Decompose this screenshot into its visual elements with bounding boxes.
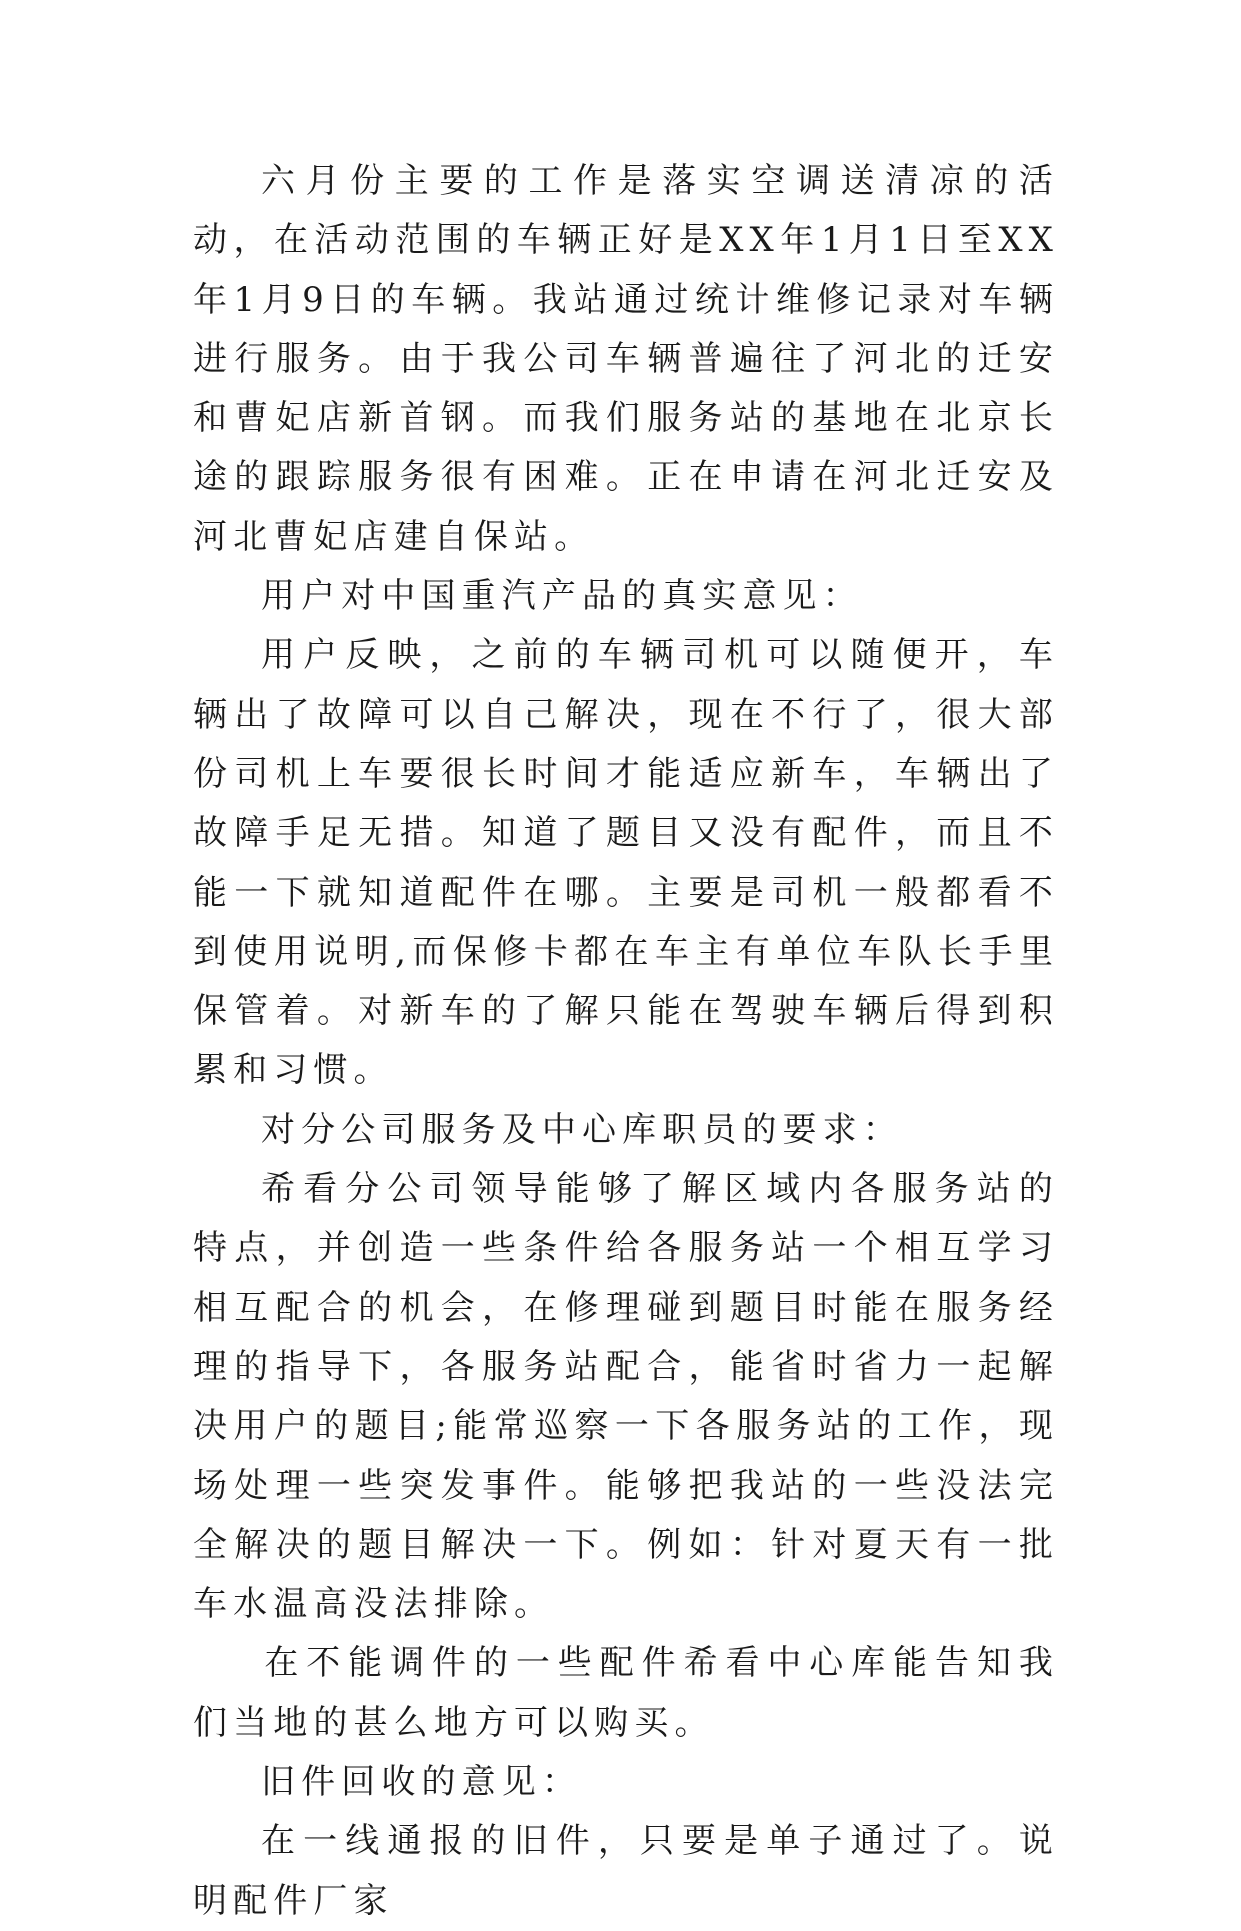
paragraph-user-feedback: 用户反映，之前的车辆司机可以随便开，车辆出了故障可以自己解决，现在不行了，很大部份司机上车要很长时间才能适应新车，车辆出了故障手足无措。知道了题目又没有配件，而且不能一下就知道配件在哪。主要是司机一般都看不到使用说明,而保修卡都在车主有单位车队长手里保管着。对新车的了解只能在驾驶车辆后得到积累和习惯。 [193, 635, 1059, 1091]
document-body [193, 152, 1059, 1931]
heading-old-parts: 旧件回收的意见： [261, 1762, 582, 1803]
heading-user-opinions: 用户对中国重汽产品的真实意见： [261, 576, 863, 617]
heading-requirements: 对分公司服务及中心库职员的要求： [261, 1109, 903, 1150]
paragraph-june-work: 六月份主要的工作是落实空调送清凉的活动，在活动范围的车辆正好是XX年1月1日至XX年1月9日的车辆。我站通过统计维修记录对车辆进行服务。由于我公司车辆普遍往了河北的迁安和曹妃店新首钢。而我们服务站的基地在北京长途的跟踪服务很有困难。正在申请在河北迁安及河北曹妃店建自保站。 [193, 161, 1059, 557]
paragraph-parts-purchase: 在不能调件的一些配件希看中心库能告知我们当地的甚么地方可以购买。 [193, 1643, 1059, 1743]
paragraph-old-parts: 在一线通报的旧件，只要是单子通过了。说明配件厂家 [193, 1821, 1059, 1921]
paragraph-requirements: 希看分公司领导能够了解区域内各服务站的特点，并创造一些条件给各服务站一个相互学习相互配合的机会，在修理碰到题目时能在服务经理的指导下，各服务站配合，能省时省力一起解决用户的题目;能常巡察一下各服务站的工作，现场处理一些突发事件。能够把我站的一些没法完全解决的题目解决一下。例如：针对夏天有一批车水温高没法排除。 [193, 1169, 1059, 1625]
